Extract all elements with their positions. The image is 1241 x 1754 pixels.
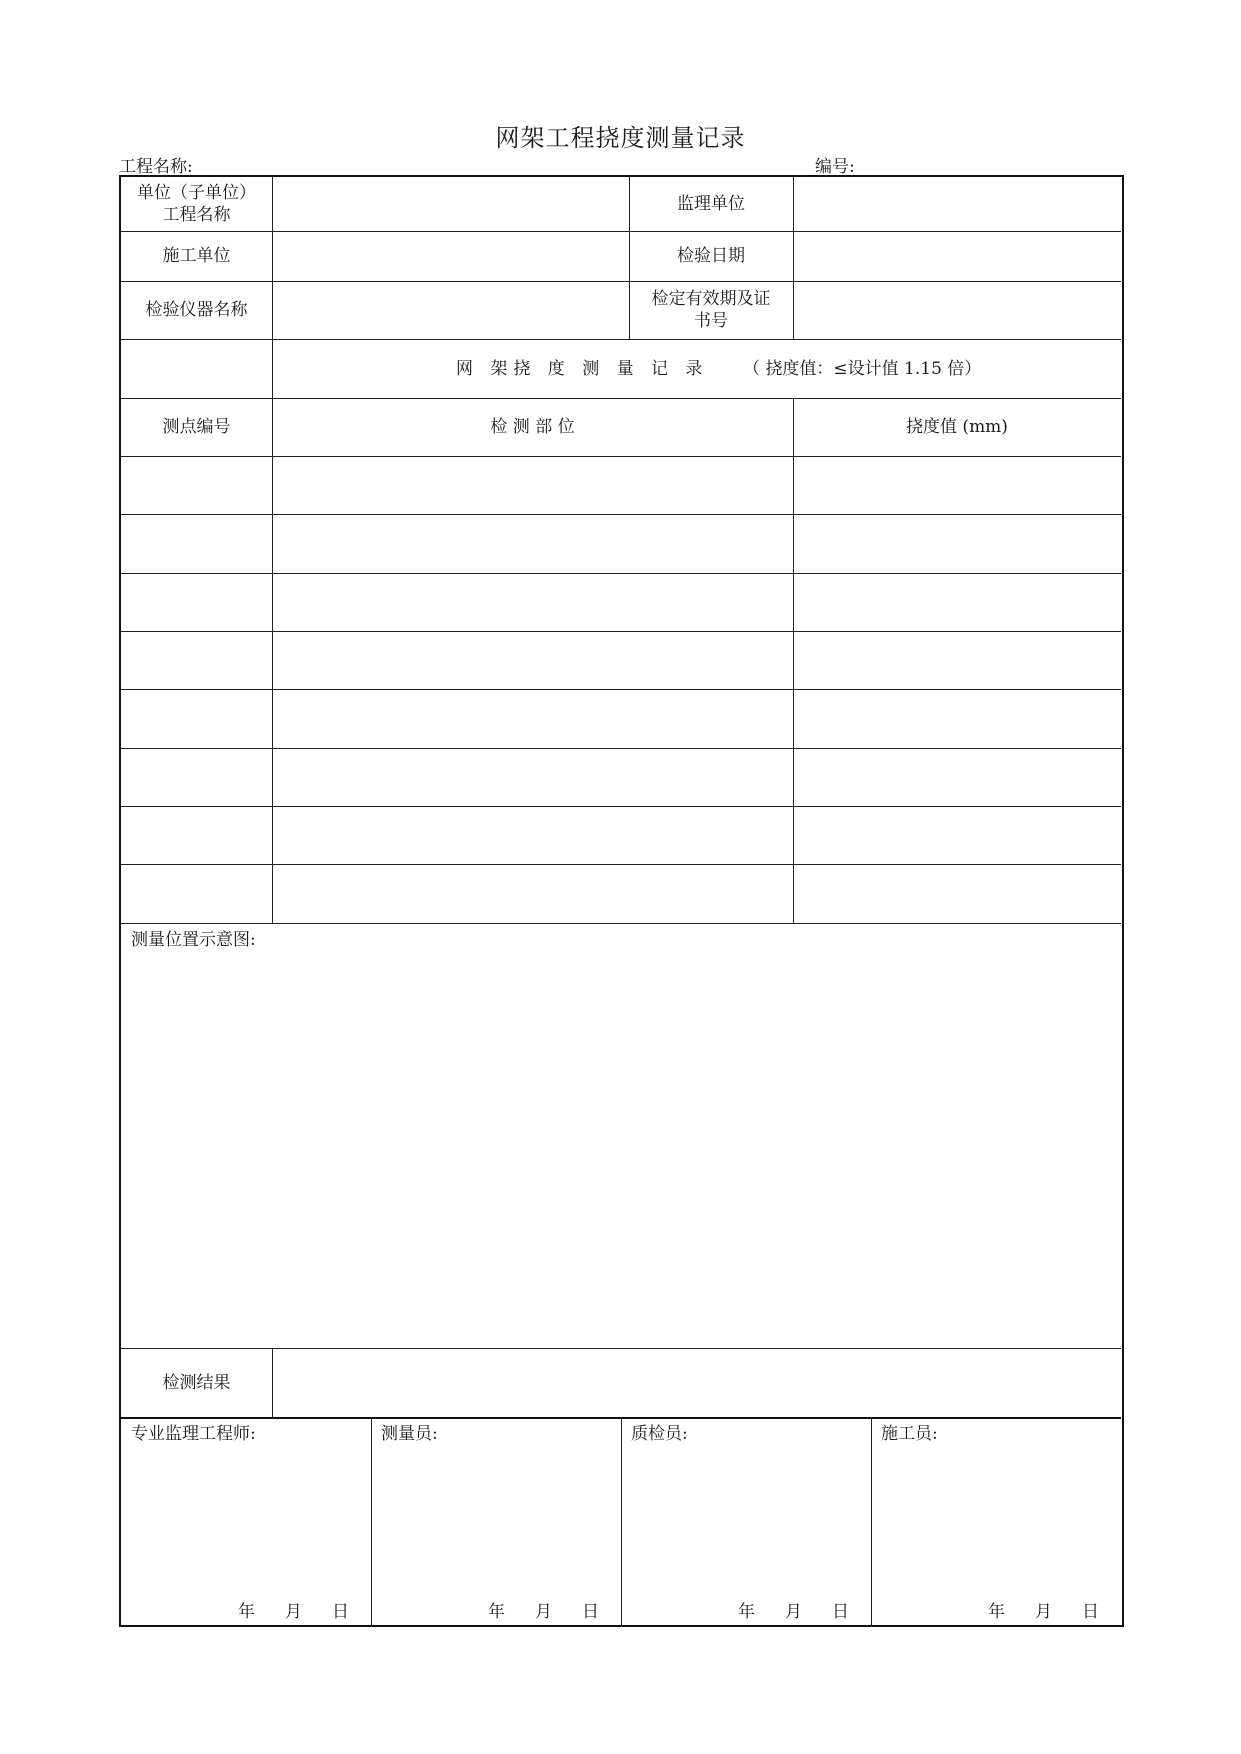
cell-location[interactable] — [272, 514, 793, 572]
construction-value-cell[interactable] — [272, 231, 629, 281]
cell-deflection[interactable] — [793, 748, 1121, 806]
signature-cell-builder[interactable] — [871, 1417, 1121, 1627]
cell-point[interactable] — [121, 748, 272, 806]
cell-deflection[interactable] — [793, 631, 1121, 689]
signature-role: 专业监理工程师: — [131, 1424, 256, 1444]
project-name-label: 工程名称: — [119, 157, 193, 177]
section-note: （ 挠度值：≤设计值 1.15 倍） — [743, 358, 982, 379]
cell-location[interactable] — [272, 689, 793, 747]
record-table — [119, 175, 1124, 1627]
number-label: 编号: — [815, 157, 855, 177]
month-label: 月 — [785, 1602, 802, 1622]
section-heading: 网 架挠 度 测 量 记 录 — [456, 358, 709, 379]
col-header-location: 检 测 部 位 — [490, 417, 575, 437]
instrument-label: 检验仪器名称 — [145, 300, 248, 320]
unit-label-cell — [121, 177, 272, 231]
supervision-label: 监理单位 — [677, 194, 745, 214]
cert-value-cell[interactable] — [793, 281, 1121, 339]
signature-role: 质检员: — [631, 1424, 688, 1444]
cell-point[interactable] — [121, 573, 272, 631]
cell-location[interactable] — [272, 864, 793, 922]
cell-point[interactable] — [121, 689, 272, 747]
day-label: 日 — [582, 1602, 599, 1622]
cell-location[interactable] — [272, 573, 793, 631]
page-title: 网架工程挠度测量记录 — [495, 124, 746, 152]
diagram-area[interactable] — [121, 923, 1121, 1348]
instrument-value-cell[interactable] — [272, 281, 629, 339]
signature-cell-supervisor[interactable] — [121, 1417, 371, 1627]
cell-deflection[interactable] — [793, 456, 1121, 514]
cell-location[interactable] — [272, 748, 793, 806]
month-label: 月 — [535, 1602, 552, 1622]
cell-point[interactable] — [121, 514, 272, 572]
result-label: 检测结果 — [162, 1372, 231, 1393]
cell-deflection[interactable] — [793, 514, 1121, 572]
construction-label: 施工单位 — [162, 246, 231, 266]
signature-date — [208, 1597, 349, 1622]
cell-point[interactable] — [121, 456, 272, 514]
signature-cell-inspector[interactable] — [621, 1417, 871, 1627]
unit-label-line1: 单位（子单位） — [137, 183, 256, 203]
signature-cell-surveyor[interactable] — [371, 1417, 621, 1627]
year-label: 年 — [238, 1602, 255, 1622]
diagram-label: 测量位置示意图: — [131, 930, 256, 950]
signature-role: 测量员: — [381, 1424, 438, 1444]
cell-point[interactable] — [121, 864, 272, 922]
signature-date — [708, 1597, 849, 1622]
unit-value-cell[interactable] — [272, 177, 629, 231]
supervision-value-cell[interactable] — [793, 177, 1121, 231]
signature-role: 施工员: — [881, 1424, 938, 1444]
section-heading-row — [121, 339, 1121, 398]
signature-date — [458, 1597, 599, 1622]
cell-deflection[interactable] — [793, 689, 1121, 747]
cell-location[interactable] — [272, 456, 793, 514]
result-value-cell[interactable] — [272, 1348, 1121, 1417]
month-label: 月 — [1035, 1602, 1052, 1622]
inspection-date-value-cell[interactable] — [793, 231, 1121, 281]
day-label: 日 — [832, 1602, 849, 1622]
inspection-date-label: 检验日期 — [677, 246, 745, 266]
cell-deflection[interactable] — [793, 806, 1121, 864]
cert-label-line1: 检定有效期及证 — [651, 289, 771, 309]
day-label: 日 — [332, 1602, 349, 1622]
month-label: 月 — [285, 1602, 302, 1622]
col-header-deflection: 挠度值 (mm) — [906, 417, 1008, 437]
cell-point[interactable] — [121, 806, 272, 864]
cell-location[interactable] — [272, 806, 793, 864]
signature-date — [958, 1597, 1099, 1622]
col-header-point: 测点编号 — [162, 417, 231, 437]
year-label: 年 — [738, 1602, 755, 1622]
cell-location[interactable] — [272, 631, 793, 689]
year-label: 年 — [488, 1602, 505, 1622]
year-label: 年 — [988, 1602, 1005, 1622]
cell-deflection[interactable] — [793, 864, 1121, 922]
cert-label-cell — [629, 281, 793, 339]
cell-deflection[interactable] — [793, 573, 1121, 631]
day-label: 日 — [1082, 1602, 1099, 1622]
unit-label-line2: 工程名称 — [162, 205, 231, 225]
cert-label-line2: 书号 — [694, 311, 728, 331]
cell-point[interactable] — [121, 631, 272, 689]
